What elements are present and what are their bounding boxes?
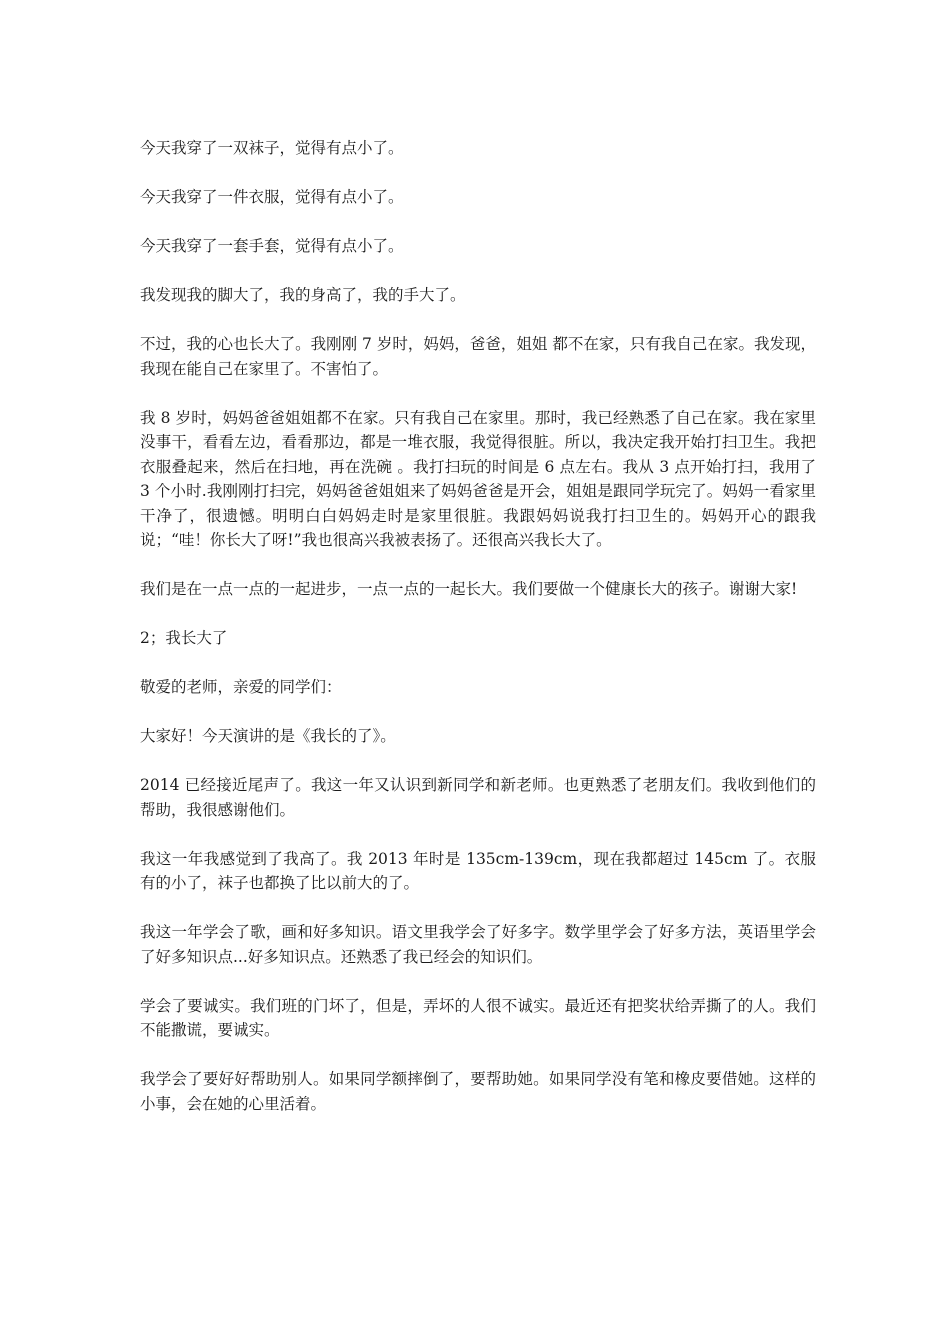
paragraph-honesty: 学会了要诚实。我们班的门坏了，但是，弄坏的人很不诚实。最近还有把奖状给弄撕了的人。我们不能撒谎，要诚实。 (140, 996, 816, 1039)
document-body (140, 136, 816, 1141)
paragraph-socks: 今天我穿了一双袜子，觉得有点小了。 (140, 139, 404, 157)
paragraph-discovery: 我发现我的脚大了，我的身高了，我的手大了。 (140, 286, 466, 304)
paragraph-height: 我这一年我感觉到了我高了。我 2013 年时是 135cm-139cm，现在我都超过 145cm 了。衣服有的小了，袜子也都换了比以前大的了。 (140, 849, 816, 892)
paragraph-gloves: 今天我穿了一套手套，觉得有点小了。 (140, 237, 404, 255)
paragraph-cleaning-story: 我 8 岁时，妈妈爸爸姐姐都不在家。只有我自己在家里。那时，我已经熟悉了自己在家。我在家里没事干，看看左边，看看那边，都是一堆衣服，我觉得很脏。所以，我决定我开始打扫卫生。我把衣服叠起来，然后在扫地，再在洗碗 。我打扫玩的时间是 6 点左右。我从 3 点开始打扫，我用了 3 个小时.我刚刚打扫完，妈妈爸爸姐姐来了妈妈爸爸是开会，姐姐是跟同学玩完了。妈妈一看家里干净了，很遗憾。明明白白妈妈走时是家里很脏。我跟妈妈说我打扫卫生的。妈妈开心的跟我说；“哇！你长大了呀!”我也很高兴我被表扬了。还很高兴我长大了。 (140, 408, 816, 549)
paragraph-learning: 我这一年学会了歌，画和好多知识。语文里我学会了好多字。数学里学会了好多方法，英语里学会了好多知识点...好多知识点。还熟悉了我已经会的知识们。 (140, 923, 816, 966)
paragraph-salutation: 敬爱的老师，亲爱的同学们： (140, 678, 342, 696)
paragraph-greeting: 大家好！今天演讲的是《我长的了》。 (140, 727, 396, 745)
paragraph-helping: 我学会了要好好帮助别人。如果同学额摔倒了，要帮助她。如果同学没有笔和橡皮要借她。这样的小事，会在她的心里活着。 (140, 1070, 816, 1113)
paragraph-year-2014: 2014 已经接近尾声了。我这一年又认识到新同学和新老师。也更熟悉了老朋友们。我收到他们的帮助，我很感谢他们。 (140, 776, 816, 819)
paragraph-heart-grown: 不过，我的心也长大了。我刚刚 7 岁时，妈妈，爸爸，姐姐 都不在家，只有我自己在家。我发现，我现在能自己在家里了。不害怕了。 (140, 335, 816, 378)
paragraph-conclusion: 我们是在一点一点的一起进步，一点一点的一起长大。我们要做一个健康长大的孩子。谢谢大家! (140, 580, 798, 598)
paragraph-clothes: 今天我穿了一件衣服，觉得有点小了。 (140, 188, 404, 206)
section-heading-2: 2；我长大了 (140, 629, 228, 647)
